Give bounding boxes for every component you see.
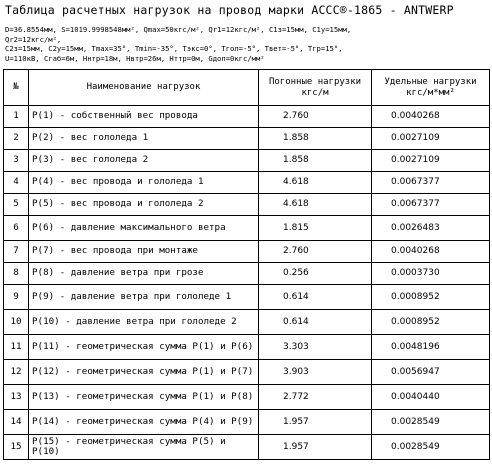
specific-load-value: 0.0028549	[372, 435, 490, 460]
specific-load-value: 0.0027109	[372, 150, 490, 172]
header-specific-load: Удельные нагрузки кгс/м*мм²	[372, 70, 490, 106]
table-title: Таблица расчетных нагрузок на провод марки АССС®-1865 - ANTWERP	[5, 3, 454, 17]
specific-load-value: 0.0067377	[372, 172, 490, 194]
table-row	[4, 385, 490, 410]
table-row	[4, 435, 490, 460]
load-name: P(3) - вес гололеда 2	[29, 150, 259, 172]
load-name: P(1) - собственный вес провода	[29, 106, 259, 128]
row-number: 11	[4, 335, 29, 360]
table-row	[4, 285, 490, 310]
table-row	[4, 172, 490, 194]
linear-load-value: 1.957	[259, 435, 372, 460]
linear-load-value: 2.772	[259, 385, 372, 410]
table-row	[4, 360, 490, 385]
specific-load-value: 0.0026483	[372, 216, 490, 241]
load-name: P(9) - давление ветра при гололеде 1	[29, 285, 259, 310]
table-row	[4, 335, 490, 360]
load-name: P(7) - вес провода при монтаже	[29, 241, 259, 263]
row-number: 6	[4, 216, 29, 241]
row-number: 5	[4, 194, 29, 216]
linear-load-value: 1.858	[259, 128, 372, 150]
load-name: P(6) - давление максимального ветра	[29, 216, 259, 241]
specific-load-value: 0.0056947	[372, 360, 490, 385]
linear-load-value: 0.256	[259, 263, 372, 285]
load-name: P(12) - геометрическая сумма P(1) и P(7)	[29, 360, 259, 385]
load-name: P(2) - вес гололеда 1	[29, 128, 259, 150]
row-number: 2	[4, 128, 29, 150]
linear-load-value: 2.760	[259, 241, 372, 263]
row-number: 4	[4, 172, 29, 194]
row-number: 8	[4, 263, 29, 285]
row-number: 1	[4, 106, 29, 128]
linear-load-value: 1.815	[259, 216, 372, 241]
specific-load-value: 0.0028549	[372, 410, 490, 435]
parameters-line: U=110кВ, Cгаб=6м, Hнтр=18м, Hвтр=26м, Hттр=0м, Gдоп=0кгс/мм²	[5, 53, 265, 63]
row-number: 12	[4, 360, 29, 385]
table-row	[4, 310, 490, 335]
table-row	[4, 216, 490, 241]
load-name: P(8) - давление ветра при грозе	[29, 263, 259, 285]
linear-load-value: 0.614	[259, 285, 372, 310]
header-number: №	[4, 70, 29, 106]
load-name: P(14) - геометрическая сумма P(4) и P(9)	[29, 410, 259, 435]
table-row	[4, 241, 490, 263]
parameters-block	[5, 25, 487, 63]
linear-load-value: 4.618	[259, 172, 372, 194]
row-number: 14	[4, 410, 29, 435]
header-linear-load: Погонные нагрузки кгс/м	[259, 70, 372, 106]
linear-load-value: 0.614	[259, 310, 372, 335]
specific-load-value: 0.0008952	[372, 285, 490, 310]
row-number: 13	[4, 385, 29, 410]
specific-load-value: 0.0048196	[372, 335, 490, 360]
specific-load-value: 0.0040268	[372, 241, 490, 263]
load-name: P(5) - вес провода и гололеда 2	[29, 194, 259, 216]
row-number: 3	[4, 150, 29, 172]
table-row	[4, 263, 490, 285]
load-name: P(4) - вес провода и гололеда 1	[29, 172, 259, 194]
row-number: 10	[4, 310, 29, 335]
linear-load-value: 3.903	[259, 360, 372, 385]
table-row	[4, 150, 490, 172]
load-name: P(15) - геометрическая сумма P(5) и P(10)	[29, 435, 259, 460]
load-name: P(10) - давление ветра при гололеде 2	[29, 310, 259, 335]
header-row	[4, 70, 490, 106]
linear-load-value: 1.858	[259, 150, 372, 172]
linear-load-value: 2.760	[259, 106, 372, 128]
specific-load-value: 0.0067377	[372, 194, 490, 216]
table-row	[4, 106, 490, 128]
table-row	[4, 128, 490, 150]
load-name: P(11) - геометрическая сумма P(1) и P(6)	[29, 335, 259, 360]
parameters-line: D=36.8554мм, S=1019.9998548мм², Qmax=50кгс/м², Qr1=12кгс/м², C1з=15мм, C1у=15мм,	[5, 25, 352, 34]
loads-table	[3, 69, 490, 460]
row-number: 15	[4, 435, 29, 460]
specific-load-value: 0.0040440	[372, 385, 490, 410]
row-number: 9	[4, 285, 29, 310]
linear-load-value: 4.618	[259, 194, 372, 216]
parameters-line: C2з=15мм, C2у=15мм, Tmax=35°, Tmin=-35°, Tэкс=0°, Tгол=-5°, Tвет=-5°, Tгр=15°,	[5, 44, 343, 54]
load-name: P(13) - геометрическая сумма P(1) и P(8)	[29, 385, 259, 410]
parameters-line: Qr2=12кгс/м²,	[5, 34, 62, 44]
row-number: 7	[4, 241, 29, 263]
linear-load-value: 1.957	[259, 410, 372, 435]
linear-load-value: 3.303	[259, 335, 372, 360]
specific-load-value: 0.0003730	[372, 263, 490, 285]
table-row	[4, 194, 490, 216]
table-row	[4, 410, 490, 435]
specific-load-value: 0.0040268	[372, 106, 490, 128]
header-load-name: Наименование нагрузок	[29, 70, 259, 106]
specific-load-value: 0.0008952	[372, 310, 490, 335]
specific-load-value: 0.0027109	[372, 128, 490, 150]
